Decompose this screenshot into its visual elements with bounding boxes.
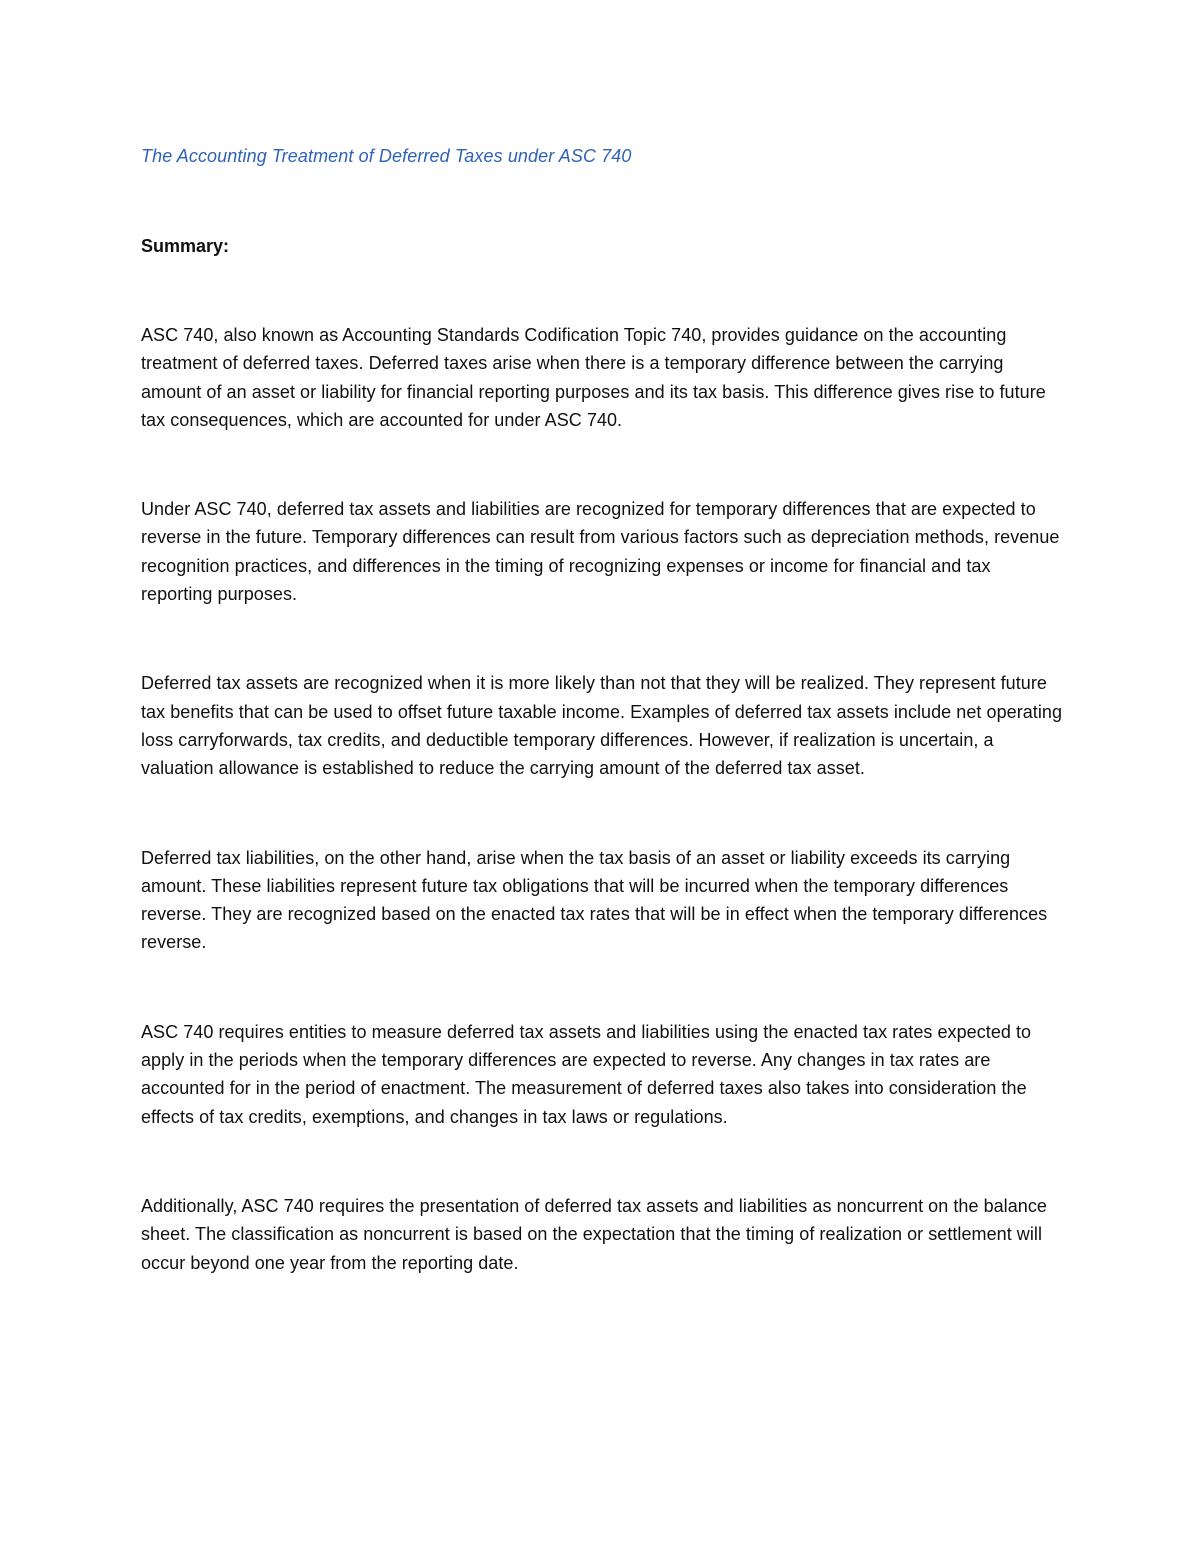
paragraph-presentation: Additionally, ASC 740 requires the presentation of deferred tax assets and liabilities as noncurrent on the balance sheet. The classification as noncurrent is based on the expectation that the timing of realization or settlement will occur beyond one year from the reporting date. — [141, 1195, 1047, 1273]
summary-heading: Summary: — [141, 236, 230, 256]
document-body — [141, 142, 1066, 1277]
paragraph-measurement: ASC 740 requires entities to measure deferred tax assets and liabilities using the enacted tax rates expected to apply in the periods when the temporary differences are expected to reverse. Any changes in tax rates are accounted for in the period of enactment. The measurement of deferred taxes also takes into consideration the effects of tax credits, exemptions, and changes in tax laws or regulations. — [141, 1021, 1032, 1127]
paragraph-deferred-tax-liabilities: Deferred tax liabilities, on the other hand, arise when the tax basis of an asset or liability exceeds its carrying amount. These liabilities represent future tax obligations that will be incurred when the temporary differences reverse. They are recognized based on the enacted tax rates that will be in effect when the temporary differences reverse. — [141, 847, 1048, 953]
paragraph-temporary-differences: Under ASC 740, deferred tax assets and liabilities are recognized for temporary differences that are expected to reverse in the future. Temporary differences can result from various factors such as depreciation methods, revenue recognition practices, and differences in the timing of recognizing expenses or income for financial and tax reporting purposes. — [141, 499, 1060, 605]
paragraph-asc-740-overview: ASC 740, also known as Accounting Standards Codification Topic 740, provides guidance on the accounting treatment of deferred taxes. Deferred taxes arise when there is a temporary difference between the carrying amount of an asset or liability for financial reporting purposes and its tax basis. This difference gives rise to future tax consequences, which are accounted for under ASC 740. — [141, 325, 1046, 430]
paragraph-deferred-tax-assets: Deferred tax assets are recognized when it is more likely than not that they will be realized. They represent future tax benefits that can be used to offset future taxable income. Examples of deferred tax assets include net operating loss carryforwards, tax credits, and deductible temporary differences. However, if realization is uncertain, a valuation allowance is established to reduce the carrying amount of the deferred tax asset. — [141, 673, 1063, 779]
document-title: The Accounting Treatment of Deferred Taxes under ASC 740 — [141, 146, 632, 166]
